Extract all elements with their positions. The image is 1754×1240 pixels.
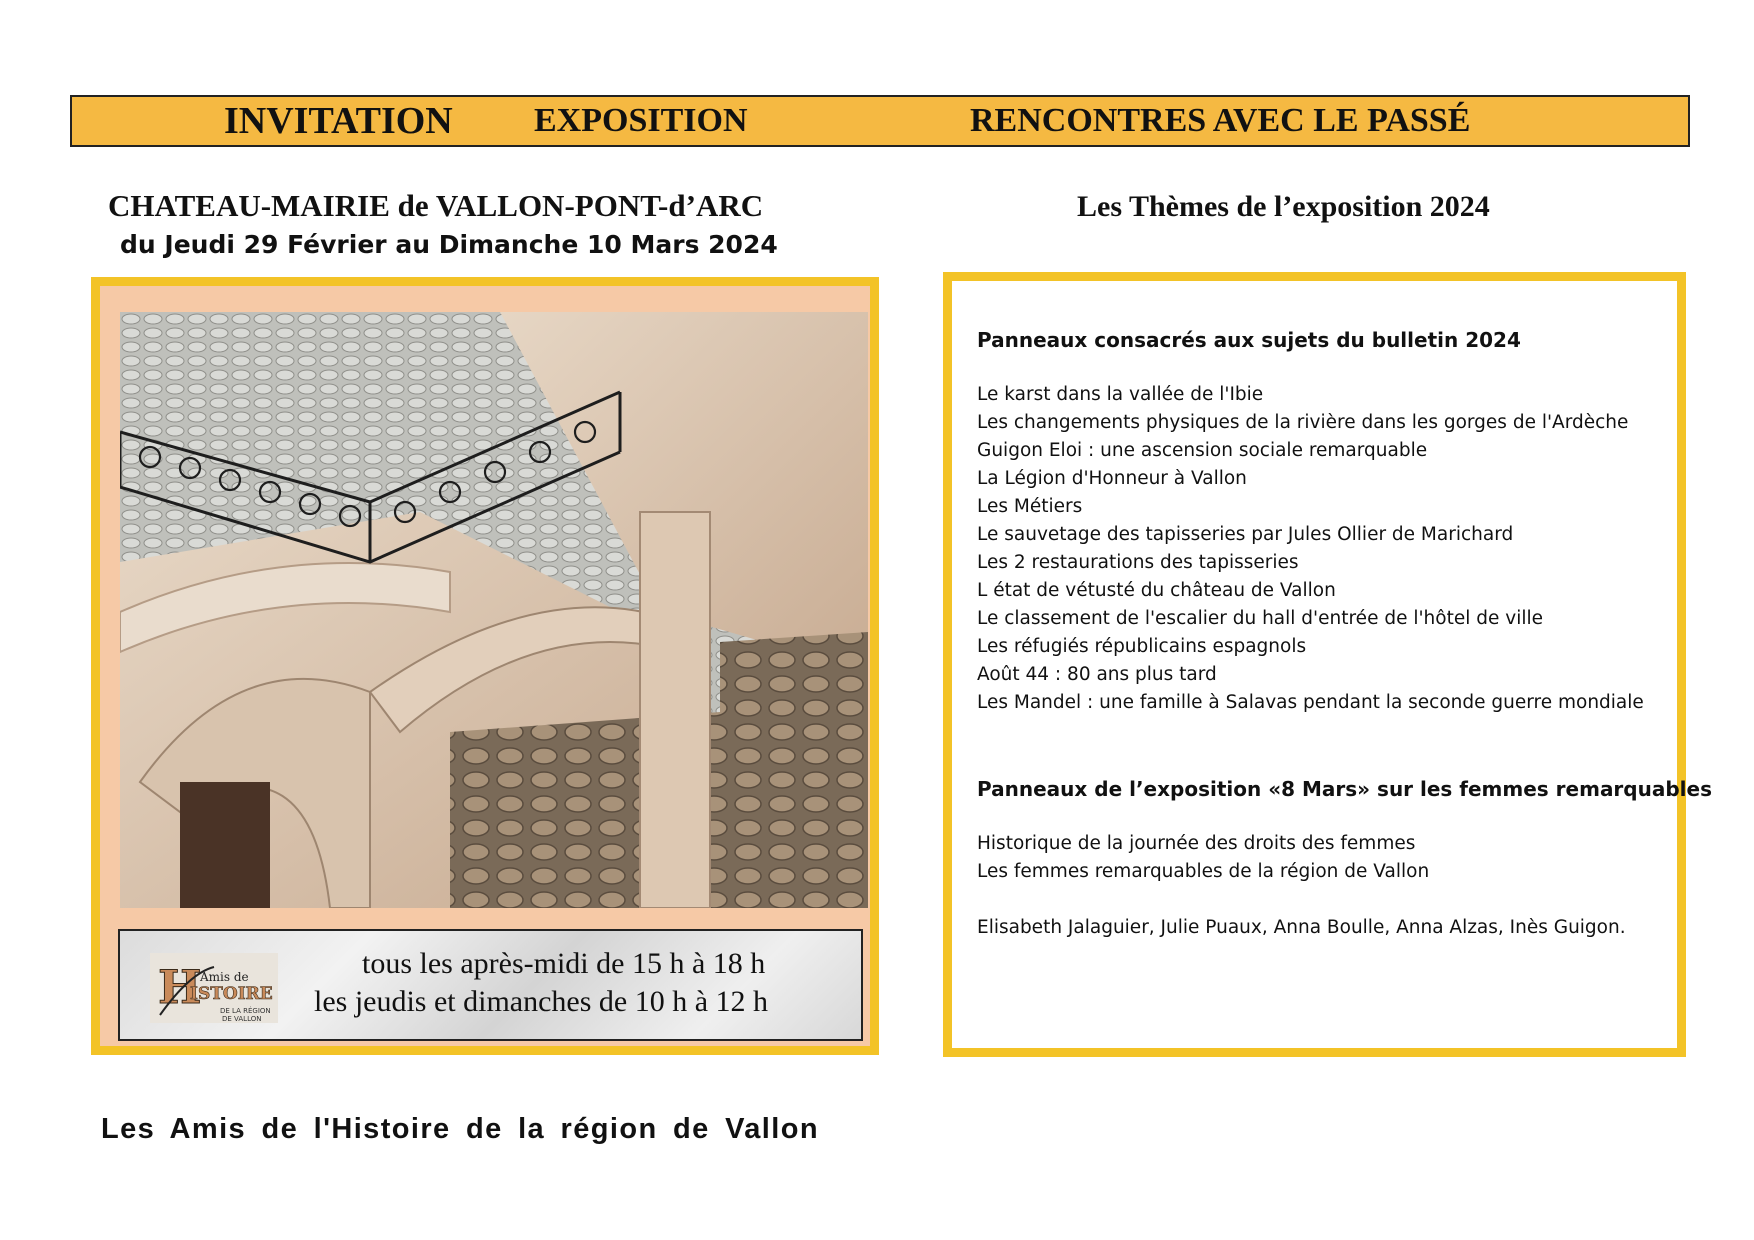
themes-title: Les Thèmes de l’exposition 2024 xyxy=(1077,190,1490,223)
list-item: L état de vétusté du château de Vallon xyxy=(977,580,1336,601)
list-item: Les femmes remarquables de la région de Vallon xyxy=(977,861,1430,882)
logo-mark xyxy=(150,953,278,1023)
list-item: Le sauvetage des tapisseries par Jules Ollier de Marichard xyxy=(977,524,1514,545)
hours-mornings: les jeudis et dimanches de 10 h à 12 h xyxy=(314,985,769,1018)
list-item: Le classement de l'escalier du hall d'entrée de l'hôtel de ville xyxy=(977,608,1544,629)
banner-exposition: EXPOSITION xyxy=(534,102,748,139)
list-item: Août 44 : 80 ans plus tard xyxy=(977,664,1217,685)
themes-frame xyxy=(943,272,1712,1057)
list-item: Les réfugiés républicains espagnols xyxy=(977,636,1307,657)
section-bulletin-heading: Panneaux consacrés aux sujets du bulletin 2024 xyxy=(977,328,1521,352)
svg-text:H: H xyxy=(158,960,202,1014)
association-name: Les Amis de l'Histoire de la région de Vallon xyxy=(101,1113,819,1145)
list-item: La Légion d'Honneur à Vallon xyxy=(977,468,1247,489)
section-women-heading: Panneaux de l’exposition «8 Mars» sur les femmes remarquables xyxy=(977,777,1712,801)
svg-text:Amis de: Amis de xyxy=(200,970,249,984)
photo-frame xyxy=(91,277,879,1055)
list-item: Les 2 restaurations des tapisseries xyxy=(977,552,1299,573)
list-item: Guigon Eloi : une ascension sociale remarquable xyxy=(977,440,1428,461)
list-item: Les Mandel : une famille à Salavas pendant la seconde guerre mondiale xyxy=(977,692,1644,713)
svg-text:DE VALLON: DE VALLON xyxy=(222,1015,262,1023)
women-names: Elisabeth Jalaguier, Julie Puaux, Anna Boulle, Anna Alzas, Inès Guigon. xyxy=(977,917,1626,938)
opening-hours-box xyxy=(118,929,863,1041)
title-banner xyxy=(70,95,1690,147)
list-item: Les Métiers xyxy=(977,496,1083,517)
hours-afternoons: tous les après-midi de 15 h à 18 h xyxy=(362,947,766,980)
list-item: Les changements physiques de la rivière dans les gorges de l'Ardèche xyxy=(977,412,1629,433)
svg-text:DE LA RÉGION: DE LA RÉGION xyxy=(220,1007,271,1015)
svg-text:ISTOIRE: ISTOIRE xyxy=(190,984,273,1004)
exhibition-dates: du Jeudi 29 Février au Dimanche 10 Mars 2024 xyxy=(120,230,778,259)
staircase-photo xyxy=(120,312,868,908)
venue-title: CHATEAU-MAIRIE de VALLON-PONT-d’ARC xyxy=(108,188,764,223)
association-logo xyxy=(150,953,278,1023)
list-item: Le karst dans la vallée de l'Ibie xyxy=(977,384,1264,405)
banner-title: RENCONTRES AVEC LE PASSÉ xyxy=(970,102,1471,139)
banner-invitation: INVITATION xyxy=(224,100,453,142)
list-item: Historique de la journée des droits des femmes xyxy=(977,833,1416,854)
